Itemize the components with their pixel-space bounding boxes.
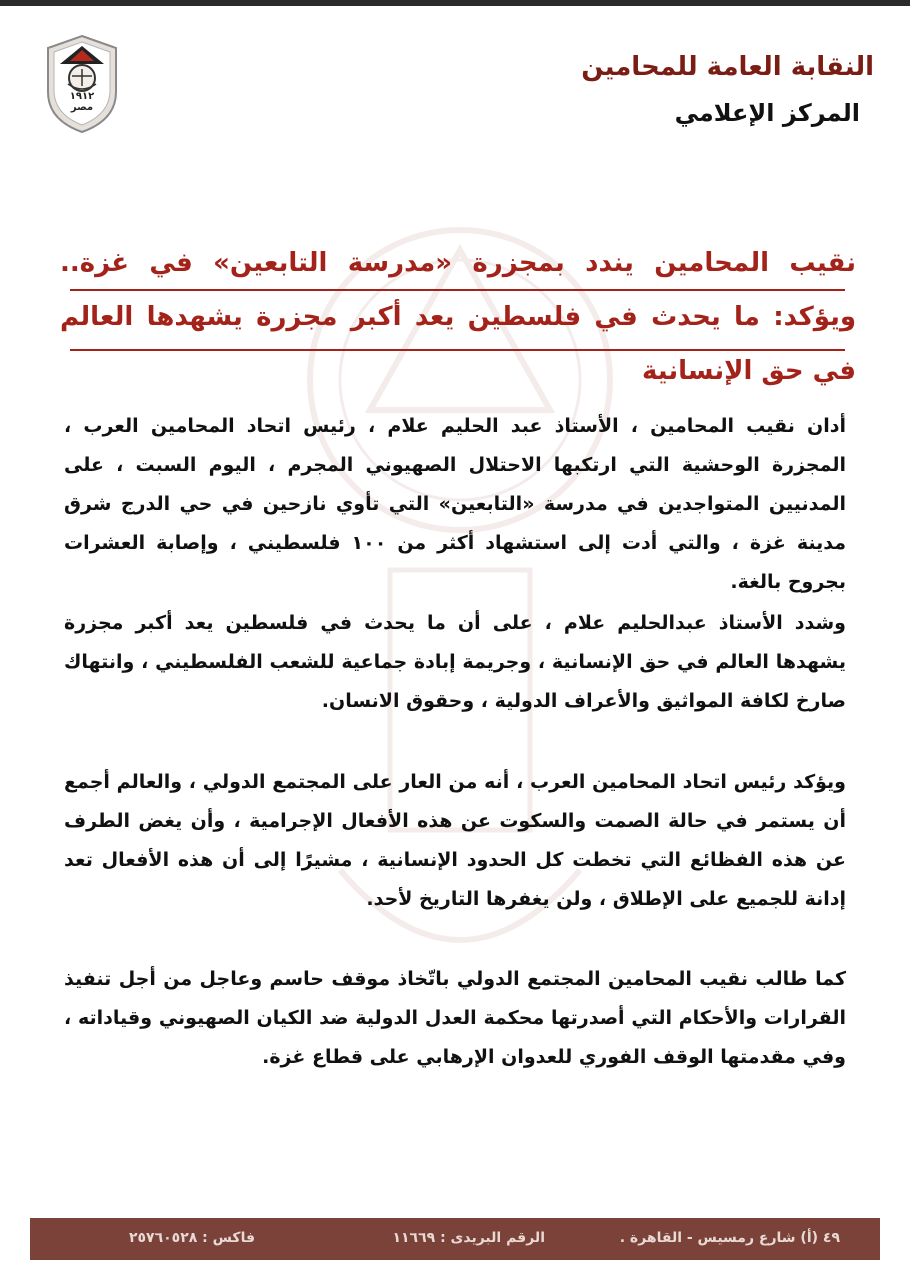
footer-postal-code: الرقم البريدى : ١١٦٦٩ — [392, 1230, 545, 1246]
footer-bar — [30, 1218, 880, 1260]
paragraph-3: ويؤكد رئيس اتحاد المحامين العرب ، أنه من العار على المجتمع الدولي ، والعالم أجمع أن يستمر في حالة الصمت والسكوت عن هذه الأفعال الإجرامية ، وأن يغض الطرف عن هذه الفظائع التي تخطت كل الحدود الإنسانية ، مشيرًا إلى أن هذه الأفعال تعد إدانة للجميع على الإطلاق ، ولن يغفرها التاريخ لأحد. — [64, 771, 846, 910]
footer-address: ٤٩ (أ) شارع رمسيس - القاهرة . — [619, 1230, 840, 1246]
footer-fax: فاكس : ٢٥٧٦٠٥٢٨ — [128, 1230, 255, 1246]
logo-year-text — [42, 91, 122, 113]
syndicate-logo-icon — [42, 34, 122, 134]
logo-country: مصر — [70, 102, 94, 113]
headline-underline-1 — [70, 289, 845, 291]
headline-underline-2 — [70, 349, 845, 351]
top-edge-strip — [0, 0, 910, 6]
paragraph-2: وشدد الأستاذ عبدالحليم علام ، على أن ما يحدث في فلسطين يعد أكبر مجزرة يشهدها العالم في حق الإنسانية ، وجريمة إبادة جماعية للشعب الفلسطيني ، وانتهاك صارخ لكافة المواثيق والأعراف الدولية ، وحقوق الانسان. — [64, 612, 846, 712]
department-name: المركز الإعلامي — [674, 99, 860, 127]
paragraph-1: أدان نقيب المحامين ، الأستاذ عبد الحليم علام ، رئيس اتحاد المحامين العرب ، المجزرة الوحشية التي ارتكبها الاحتلال الصهيوني المجرم ، اليوم السبت ، على المدنيين المتواجدين في مدرسة «التابعين» التي تأوي نازحين في حي الدرج شرق مدينة غزة ، والتي أدت إلى استشهاد أكثر من ١٠٠ فلسطيني ، وإصابة العشرات بجروح بالغة. — [64, 415, 846, 593]
paragraph-4: كما طالب نقيب المحامين المجتمع الدولي باتّخاذ موقف حاسم وعاجل من أجل تنفيذ القرارات والأحكام التي أصدرتها محكمة العدل الدولية ضد الكيان الصهيوني وقياداته ، وفي مقدمتها الوقف الفوري للعدوان الإرهابي على قطاع غزة. — [64, 968, 846, 1068]
headline: نقيب المحامين يندد بمجزرة «مدرسة التابعين» في غزة.. ويؤكد: ما يحدث في فلسطين يعد أكبر مجزرة يشهدها العالم في حق الإنسانية — [60, 248, 856, 386]
logo-year: ١٩١٢ — [69, 91, 95, 102]
organization-name: النقابة العامة للمحامين — [581, 52, 874, 82]
